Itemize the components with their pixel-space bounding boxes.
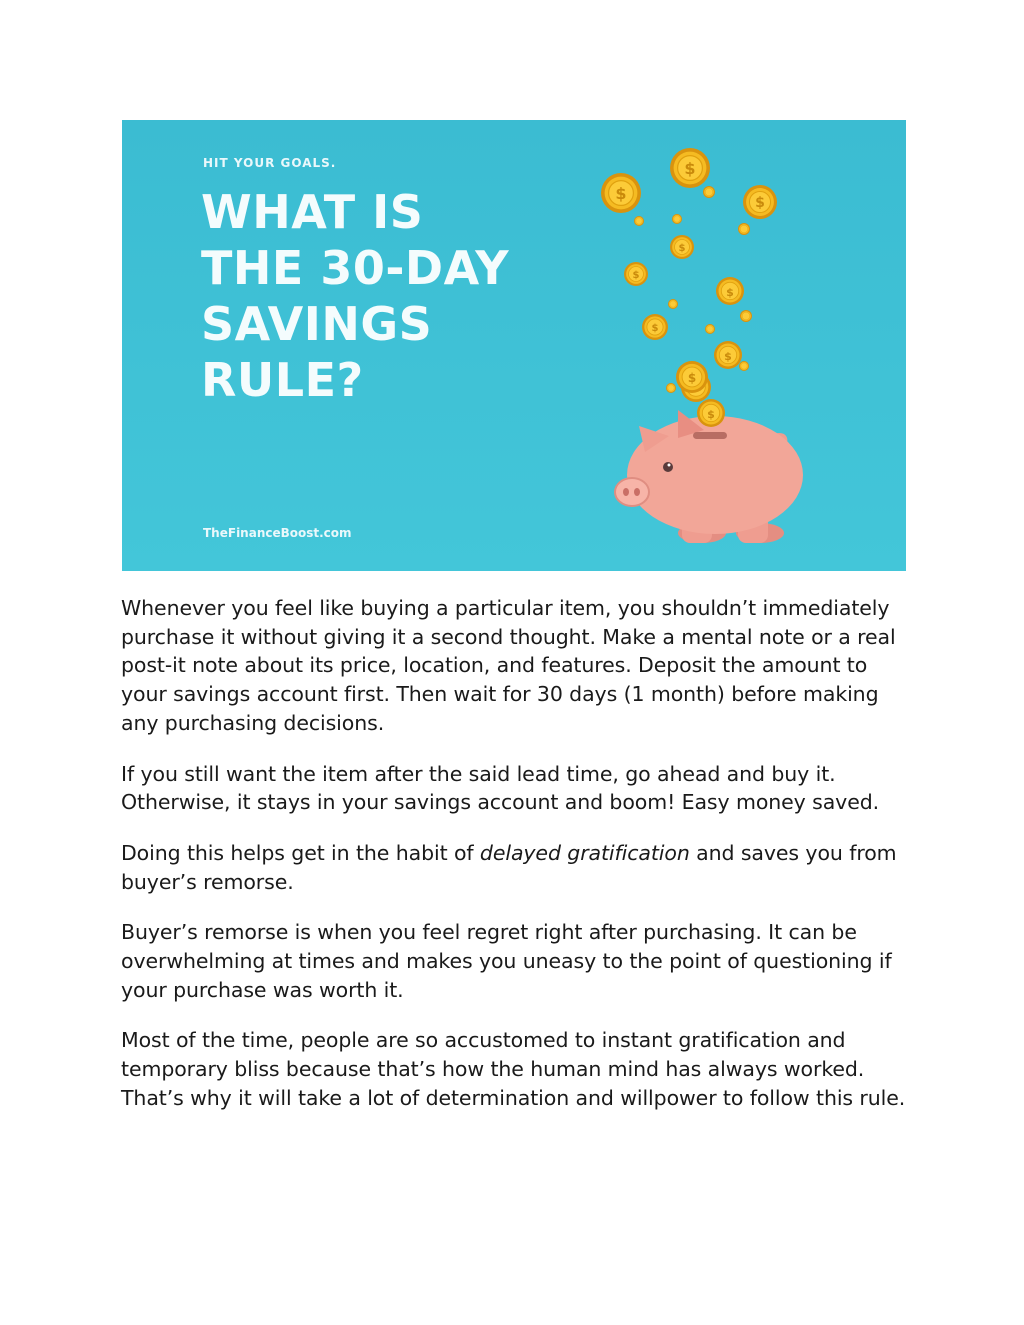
- article-paragraph: Buyer’s remorse is when you feel regret right after purchasing. It can be overwhelming at times and makes you uneasy to the point of questioning if your purchase was worth it.: [121, 920, 892, 1002]
- text-run: and saves you from buyer’s remorse.: [121, 840, 897, 894]
- coin-symbol: $: [615, 184, 627, 203]
- piggy-bank-icon: [615, 410, 803, 543]
- headline-line: SAVINGS: [201, 297, 433, 351]
- coin-symbol: $: [755, 195, 765, 211]
- article-paragraph: [121, 839, 911, 896]
- article-paragraph: Most of the time, people are so accustomed to instant gratification and temporary bliss because that’s how the human mind has always worked. That’s why it will take a lot of determination and willpower to follow this rule.: [121, 1028, 906, 1110]
- article-paragraph: Whenever you feel like buying a particular item, you shouldn’t immediately purchase it without giving it a second thought. Make a mental note or a real post-it note about its price, location, and features. Deposit the amount to your savings account first. Then wait for 30 days (1 month) before making any purchasing decisions.: [121, 596, 896, 735]
- coins-icon: [601, 148, 777, 427]
- headline-line: WHAT IS: [201, 185, 424, 239]
- coin-symbol: $: [726, 286, 734, 299]
- coin-symbol: $: [687, 371, 697, 385]
- headline-line: THE 30-DAY: [201, 241, 510, 295]
- coin-symbol: $: [632, 270, 640, 281]
- text-run: Doing this helps get in the habit of: [121, 840, 480, 865]
- article-body: [121, 594, 911, 1135]
- hero-banner: [122, 120, 906, 571]
- coin-symbol: $: [707, 408, 715, 421]
- coin-symbol: $: [684, 159, 696, 178]
- banner-site-name: TheFinanceBoost.com: [203, 526, 352, 540]
- article-paragraph: If you still want the item after the said lead time, go ahead and buy it. Otherwise, it stays in your savings account and boom! Easy money saved.: [121, 761, 880, 815]
- coin-symbol: $: [678, 243, 686, 254]
- headline-line: RULE?: [201, 353, 364, 407]
- banner-kicker: HIT YOUR GOALS.: [203, 156, 337, 170]
- coin-symbol: $: [724, 350, 732, 363]
- piggy-bank-illustration: [122, 120, 906, 571]
- emphasis-text: delayed gratification: [479, 840, 690, 865]
- coin-symbol: $: [651, 323, 659, 334]
